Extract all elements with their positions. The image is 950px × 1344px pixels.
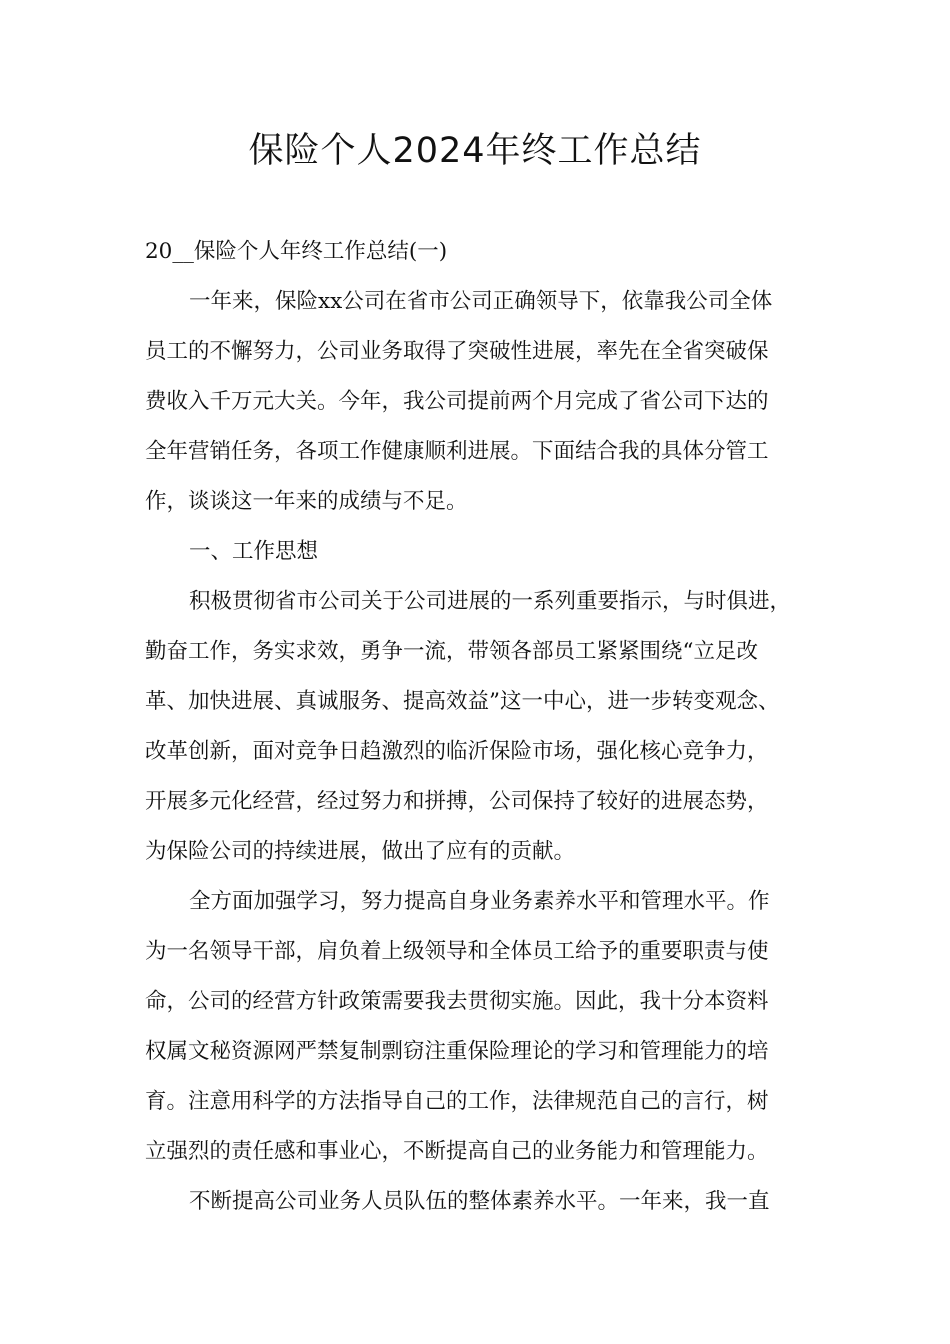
paragraph-line: 费收入千万元大关。今年，我公司提前两个月完成了省公司下达的 [145,389,769,414]
paragraph-line: 全方面加强学习，努力提高自身业务素养水平和管理水平。作 [189,889,770,914]
paragraph-line: 权属文秘资源网严禁复制剽窃注重保险理论的学习和管理能力的培 [145,1039,769,1064]
paragraph-line: 员工的不懈努力，公司业务取得了突破性进展，率先在全省突破保 [145,339,769,364]
paragraph-line: 革、加快进展、真诚服务、提高效益”这一中心，进一步转变观念、 [145,689,780,714]
paragraph-line: 一年来，保险xx公司在省市公司正确领导下，依靠我公司全体 [189,289,773,314]
paragraph-line: 勤奋工作，务实求效，勇争一流，带领各部员工紧紧围绕“立足改 [145,639,758,664]
paragraph-line: 积极贯彻省市公司关于公司进展的一系列重要指示，与时俱进， [189,589,792,614]
subsection-heading: 一、工作思想 [189,539,319,564]
paragraph-line: 命，公司的经营方针政策需要我去贯彻实施。因此，我十分本资料 [145,989,769,1014]
paragraph-line: 为一名领导干部，肩负着上级领导和全体员工给予的重要职责与使 [145,939,769,964]
paragraph-line: 育。注意用科学的方法指导自己的工作，法律规范自己的言行，树 [145,1089,769,1114]
section-heading: 20__保险个人年终工作总结(一) [145,239,448,264]
paragraph-line: 为保险公司的持续进展，做出了应有的贡献。 [145,839,576,864]
paragraph-line: 不断提高公司业务人员队伍的整体素养水平。一年来，我一直 [189,1189,770,1214]
paragraph-line: 改革创新，面对竞争日趋激烈的临沂保险市场，强化核心竞争力， [145,739,769,764]
document-title: 保险个人2024年终工作总结 [248,131,702,171]
paragraph-line: 全年营销任务，各项工作健康顺利进展。下面结合我的具体分管工 [145,439,769,464]
paragraph-line: 立强烈的责任感和事业心，不断提高自己的业务能力和管理能力。 [145,1139,769,1164]
paragraph-line: 作，谈谈这一年来的成绩与不足。 [145,489,468,514]
paragraph-line: 开展多元化经营，经过努力和拼搏，公司保持了较好的进展态势， [145,789,769,814]
